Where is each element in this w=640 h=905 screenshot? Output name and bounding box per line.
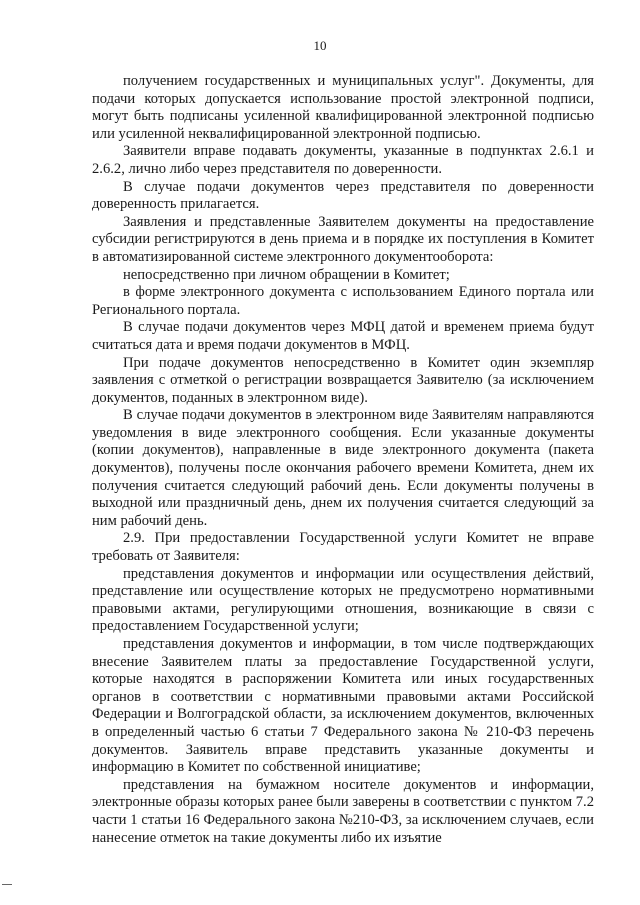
paragraph: В случае подачи документов через представителя по доверенности доверенность прилагается. — [92, 178, 594, 213]
page-number: 10 — [313, 38, 327, 53]
paragraph: При подаче документов непосредственно в Комитет один экземпляр заявления с отметкой о регистрации возвращается Заявителю (за исключением документов, поданных в электронном виде). — [92, 354, 594, 406]
paragraph: Заявления и представленные Заявителем документы на предоставление субсидии регистрируются в день приема и в порядке их поступления в Комитет в автоматизированной системе электронного документооборота: — [92, 213, 594, 265]
scan-edge-mark — [2, 884, 12, 885]
paragraph: представления на бумажном носителе документов и информации, электронные образы которых ранее были заверены в соответствии с пунктом 7.2 части 1 статьи 16 Федерального закона №210-ФЗ, за исключением случаев, если нанесение отметок на такие документы либо их изъятие — [92, 776, 594, 846]
paragraph: представления документов и информации или осуществления действий, представление или осуществление которых не предусмотрено нормативными правовыми актами, регулирующими отношения, возникающие в связи с предоставлением Государственной услуги; — [92, 565, 594, 635]
paragraph: 2.9. При предоставлении Государственной услуги Комитет не вправе требовать от Заявителя: — [92, 530, 594, 565]
paragraph: Заявители вправе подавать документы, указанные в подпунктах 2.6.1 и 2.6.2, лично либо через представителя по доверенности. — [92, 143, 594, 177]
document-body — [92, 73, 594, 847]
paragraph: в форме электронного документа с использованием Единого портала или Регионального портала. — [92, 284, 594, 318]
paragraph: В случае подачи документов через МФЦ датой и временем приема будут считаться дата и время подачи документов в МФЦ. — [92, 319, 594, 353]
paragraph: получением государственных и муниципальных услуг". Документы, для подачи которых допускается использование простой электронной подписи, могут быть подписаны усиленной квалифицированной электронной подписью или усиленной неквалифицированной электронной подписью. — [92, 73, 594, 142]
paragraph: представления документов и информации, в том числе подтверждающих внесение Заявителем платы за предоставление Государственной услуги, которые находятся в распоряжении Комитета или иных государственных органов в соответствии с нормативными правовыми актами Российской Федерации и Волгоградской области, за исключением документов, включенных в определенный частью 6 статьи 7 Федерального закона № 210-ФЗ перечень документов. Заявитель вправе представить указанные документы и информацию в Комитет по собственной инициативе; — [92, 636, 594, 776]
paragraph: непосредственно при личном обращении в Комитет; — [123, 266, 450, 283]
paragraph: В случае подачи документов в электронном виде Заявителям направляются уведомления в виде электронного сообщения. Если указанные документы (копии документов), направленные в виде электронного документа (пакета документов), получены после окончания рабочего времени Комитета, днем их получения считается следующий рабочий день. Если документы получены в выходной или праздничный день, днем их получения считается следующий за ним рабочий день. — [92, 407, 594, 529]
